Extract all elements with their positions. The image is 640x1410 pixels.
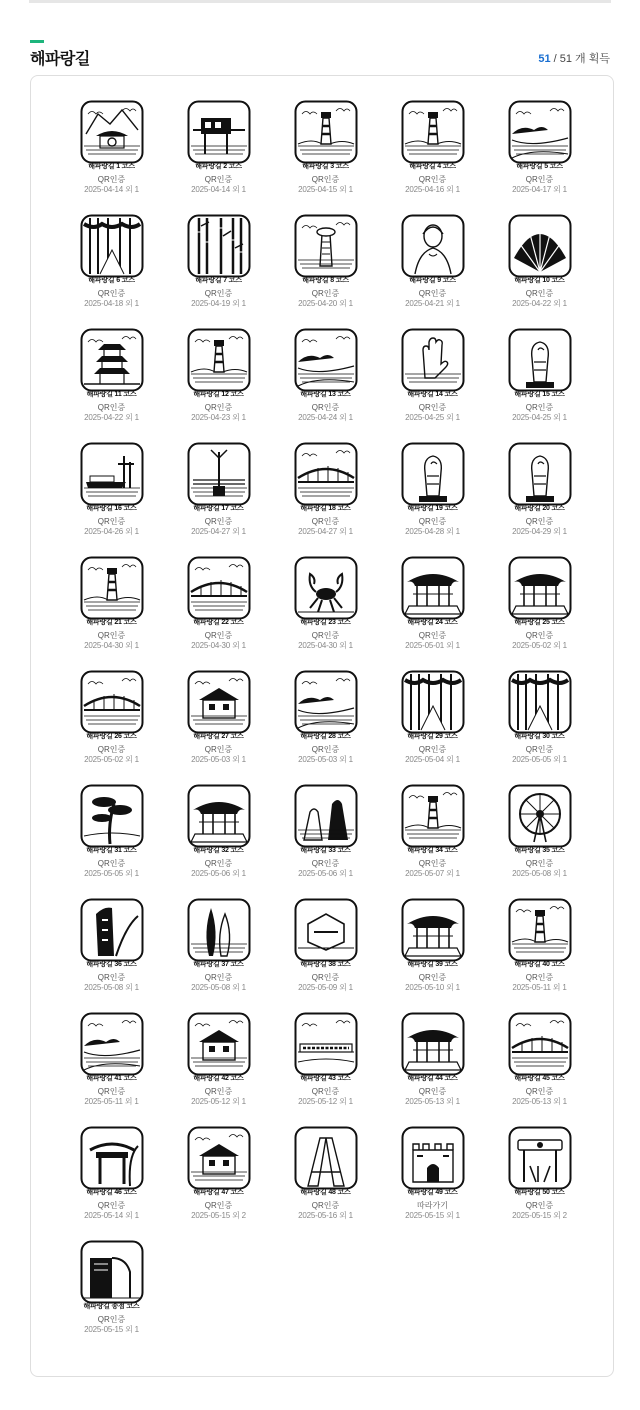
acquired-number: 51 <box>538 53 551 65</box>
stamp-item[interactable] <box>379 328 486 442</box>
stamp-label: 해파랑길 48 코스 <box>300 1189 351 1196</box>
acquired-date: 2025-04-17 외 1 <box>512 185 567 194</box>
auth-method: QR인증 <box>418 973 447 982</box>
auth-method: QR인증 <box>311 517 340 526</box>
acquired-date: 2025-05-14 외 1 <box>84 1211 139 1220</box>
auth-method: QR인증 <box>97 289 126 298</box>
stamp-label: 해파랑길 49 코스 <box>407 1189 458 1196</box>
acquired-date: 2025-05-11 외 1 <box>84 1097 139 1106</box>
auth-method: QR인증 <box>525 631 554 640</box>
stamp-item[interactable] <box>165 1012 272 1126</box>
acquired-date: 2025-05-05 외 1 <box>512 755 567 764</box>
stamp-badge <box>294 898 358 968</box>
acquired-date: 2025-05-15 외 2 <box>512 1211 567 1220</box>
stamp-badge <box>508 670 572 740</box>
stamp-badge <box>187 556 251 626</box>
stamp-item[interactable] <box>58 1240 165 1354</box>
stamp-label: 해파랑길 43 코스 <box>300 1075 351 1082</box>
stamp-item[interactable] <box>272 784 379 898</box>
acquired-date: 2025-04-14 외 1 <box>191 185 246 194</box>
acquired-date: 2025-04-26 외 1 <box>84 527 139 536</box>
stamp-item[interactable] <box>486 442 593 556</box>
stamp-label: 해파랑길 12 코스 <box>193 391 244 398</box>
stamp-label: 해파랑길 17 코스 <box>193 505 244 512</box>
auth-method: QR인증 <box>418 517 447 526</box>
acquired-date: 2025-04-30 외 1 <box>191 641 246 650</box>
stamp-item[interactable] <box>486 100 593 214</box>
acquired-date: 2025-04-30 외 1 <box>84 641 139 650</box>
stamp-label: 해파랑길 34 코스 <box>407 847 458 854</box>
acquired-date: 2025-04-30 외 1 <box>298 641 353 650</box>
stamp-label: 해파랑길 13 코스 <box>300 391 351 398</box>
stamp-item[interactable] <box>272 670 379 784</box>
stamp-item[interactable] <box>379 1126 486 1240</box>
acquired-count <box>538 50 610 66</box>
stamp-item[interactable] <box>272 1012 379 1126</box>
acquired-date: 2025-04-21 외 1 <box>405 299 460 308</box>
total-count-text: / 51 개 획득 <box>550 53 610 65</box>
auth-method: 따라가기 <box>417 1201 448 1210</box>
acquired-date: 2025-05-15 외 1 <box>405 1211 460 1220</box>
stamp-badge <box>508 1012 572 1082</box>
acquired-date: 2025-05-08 외 1 <box>191 983 246 992</box>
auth-method: QR인증 <box>97 973 126 982</box>
auth-method: QR인증 <box>97 859 126 868</box>
stamp-item[interactable] <box>272 556 379 670</box>
acquired-date: 2025-04-23 외 1 <box>191 413 246 422</box>
stamp-label: 해파랑길 26 코스 <box>86 733 137 740</box>
auth-method: QR인증 <box>204 631 233 640</box>
stamp-item[interactable] <box>486 1126 593 1240</box>
stamp-badge <box>294 784 358 854</box>
stamp-label: 해파랑길 18 코스 <box>300 505 351 512</box>
stamp-item[interactable] <box>379 898 486 1012</box>
acquired-date: 2025-04-24 외 1 <box>298 413 353 422</box>
section-header <box>30 40 610 70</box>
stamp-label: 해파랑길 16 코스 <box>86 505 137 512</box>
stamp-item[interactable] <box>165 1126 272 1240</box>
stamp-badge <box>187 442 251 512</box>
stamp-badge <box>508 328 572 398</box>
auth-method: QR인증 <box>525 175 554 184</box>
auth-method: QR인증 <box>418 1087 447 1096</box>
stamp-badge <box>294 100 358 170</box>
stamp-label: 해파랑길 6 코스 <box>88 277 135 284</box>
acquired-date: 2025-04-16 외 1 <box>405 185 460 194</box>
stamp-card <box>30 75 614 1377</box>
stamp-badge <box>508 100 572 170</box>
stamp-label: 해파랑길 46 코스 <box>86 1189 137 1196</box>
stamp-item[interactable] <box>272 1126 379 1240</box>
acquired-date: 2025-05-16 외 1 <box>298 1211 353 1220</box>
stamp-badge <box>80 1126 144 1196</box>
stamp-label: 해파랑길 11 코스 <box>86 391 137 398</box>
stamp-grid <box>58 100 593 1354</box>
stamp-item[interactable] <box>58 328 165 442</box>
stamp-label: 해파랑길 35 코스 <box>514 847 565 854</box>
stamp-label: 해파랑길 33 코스 <box>300 847 351 854</box>
stamp-item[interactable] <box>165 898 272 1012</box>
stamp-item[interactable] <box>272 328 379 442</box>
stamp-item[interactable] <box>379 1012 486 1126</box>
stamp-label: 해파랑길 42 코스 <box>193 1075 244 1082</box>
stamp-item[interactable] <box>165 214 272 328</box>
stamp-badge <box>80 328 144 398</box>
stamp-item[interactable] <box>58 214 165 328</box>
acquired-date: 2025-05-11 외 1 <box>512 983 567 992</box>
acquired-date: 2025-04-20 외 1 <box>298 299 353 308</box>
auth-method: QR인증 <box>418 631 447 640</box>
acquired-date: 2025-04-19 외 1 <box>191 299 246 308</box>
stamp-badge <box>187 1126 251 1196</box>
stamp-label: 해파랑길 44 코스 <box>407 1075 458 1082</box>
stamp-badge <box>401 1126 465 1196</box>
acquired-date: 2025-04-22 외 1 <box>512 299 567 308</box>
stamp-badge <box>508 898 572 968</box>
acquired-date: 2025-04-18 외 1 <box>84 299 139 308</box>
stamp-item[interactable] <box>58 1126 165 1240</box>
stamp-item[interactable] <box>379 442 486 556</box>
stamp-label: 해파랑길 3 코스 <box>302 163 349 170</box>
stamp-label: 해파랑길 1 코스 <box>88 163 135 170</box>
acquired-date: 2025-05-03 외 1 <box>298 755 353 764</box>
stamp-item[interactable] <box>165 670 272 784</box>
stamp-item[interactable] <box>165 328 272 442</box>
stamp-label: 해파랑길 22 코스 <box>193 619 244 626</box>
auth-method: QR인증 <box>311 175 340 184</box>
acquired-date: 2025-05-12 외 1 <box>298 1097 353 1106</box>
auth-method: QR인증 <box>311 973 340 982</box>
auth-method: QR인증 <box>97 1201 126 1210</box>
auth-method: QR인증 <box>418 745 447 754</box>
auth-method: QR인증 <box>204 517 233 526</box>
top-divider <box>29 0 611 3</box>
stamp-item[interactable] <box>58 1012 165 1126</box>
stamp-badge <box>401 1012 465 1082</box>
stamp-label: 해파랑길 5 코스 <box>516 163 563 170</box>
auth-method: QR인증 <box>525 289 554 298</box>
stamp-badge <box>187 898 251 968</box>
stamp-item[interactable] <box>272 442 379 556</box>
auth-method: QR인증 <box>311 859 340 868</box>
stamp-badge <box>401 214 465 284</box>
stamp-item[interactable] <box>58 898 165 1012</box>
stamp-item[interactable] <box>379 784 486 898</box>
stamp-label: 해파랑길 38 코스 <box>300 961 351 968</box>
stamp-badge <box>80 784 144 854</box>
auth-method: QR인증 <box>97 1315 126 1324</box>
auth-method: QR인증 <box>204 175 233 184</box>
stamp-label: 해파랑길 19 코스 <box>407 505 458 512</box>
stamp-badge <box>508 1126 572 1196</box>
stamp-label: 해파랑길 23 코스 <box>300 619 351 626</box>
stamp-badge <box>508 442 572 512</box>
stamp-item[interactable] <box>58 670 165 784</box>
stamp-item[interactable] <box>165 556 272 670</box>
acquired-date: 2025-05-01 외 1 <box>405 641 460 650</box>
stamp-item[interactable] <box>165 784 272 898</box>
auth-method: QR인증 <box>418 175 447 184</box>
stamp-badge <box>187 784 251 854</box>
auth-method: QR인증 <box>204 1201 233 1210</box>
stamp-badge <box>80 670 144 740</box>
auth-method: QR인증 <box>525 859 554 868</box>
auth-method: QR인증 <box>204 289 233 298</box>
stamp-label: 해파랑길 28 코스 <box>300 733 351 740</box>
acquired-date: 2025-05-12 외 1 <box>191 1097 246 1106</box>
stamp-item[interactable] <box>379 214 486 328</box>
stamp-label: 해파랑길 종점 코스 <box>83 1303 140 1310</box>
stamp-label: 해파랑길 8 코스 <box>302 277 349 284</box>
stamp-badge <box>508 214 572 284</box>
auth-method: QR인증 <box>418 289 447 298</box>
auth-method: QR인증 <box>97 403 126 412</box>
auth-method: QR인증 <box>311 745 340 754</box>
stamp-badge <box>401 670 465 740</box>
stamp-badge <box>401 898 465 968</box>
stamp-badge <box>187 214 251 284</box>
acquired-date: 2025-04-28 외 1 <box>405 527 460 536</box>
stamp-item[interactable] <box>58 784 165 898</box>
title-accent-bar <box>30 40 44 43</box>
acquired-date: 2025-04-25 외 1 <box>405 413 460 422</box>
auth-method: QR인증 <box>204 745 233 754</box>
acquired-date: 2025-05-13 외 1 <box>512 1097 567 1106</box>
stamp-badge <box>401 442 465 512</box>
stamp-badge <box>294 442 358 512</box>
auth-method: QR인증 <box>97 631 126 640</box>
stamp-badge <box>80 214 144 284</box>
auth-method: QR인증 <box>97 1087 126 1096</box>
stamp-badge <box>80 1240 144 1310</box>
acquired-date: 2025-05-04 외 1 <box>405 755 460 764</box>
auth-method: QR인증 <box>525 973 554 982</box>
stamp-item[interactable] <box>486 898 593 1012</box>
auth-method: QR인증 <box>311 289 340 298</box>
stamp-badge <box>80 442 144 512</box>
auth-method: QR인증 <box>525 1201 554 1210</box>
stamp-label: 해파랑길 39 코스 <box>407 961 458 968</box>
acquired-date: 2025-05-06 외 1 <box>191 869 246 878</box>
stamp-item[interactable] <box>58 100 165 214</box>
auth-method: QR인증 <box>97 175 126 184</box>
stamp-badge <box>401 100 465 170</box>
acquired-date: 2025-05-15 외 1 <box>84 1325 139 1334</box>
stamp-label: 해파랑길 50 코스 <box>514 1189 565 1196</box>
stamp-label: 해파랑길 25 코스 <box>514 619 565 626</box>
stamp-item[interactable] <box>486 784 593 898</box>
stamp-item[interactable] <box>272 100 379 214</box>
stamp-badge <box>80 100 144 170</box>
stamp-item[interactable] <box>272 214 379 328</box>
auth-method: QR인증 <box>204 859 233 868</box>
auth-method: QR인증 <box>418 859 447 868</box>
acquired-date: 2025-05-07 외 1 <box>405 869 460 878</box>
stamp-item[interactable] <box>486 214 593 328</box>
stamp-label: 해파랑길 27 코스 <box>193 733 244 740</box>
acquired-date: 2025-04-25 외 1 <box>512 413 567 422</box>
stamp-badge <box>508 784 572 854</box>
acquired-date: 2025-05-06 외 1 <box>298 869 353 878</box>
auth-method: QR인증 <box>311 1201 340 1210</box>
stamp-label: 해파랑길 7 코스 <box>195 277 242 284</box>
stamp-label: 해파랑길 37 코스 <box>193 961 244 968</box>
stamp-label: 해파랑길 36 코스 <box>86 961 137 968</box>
stamp-badge <box>294 214 358 284</box>
stamp-label: 해파랑길 29 코스 <box>407 733 458 740</box>
stamp-label: 해파랑길 24 코스 <box>407 619 458 626</box>
stamp-label: 해파랑길 10 코스 <box>514 277 565 284</box>
acquired-date: 2025-05-08 외 1 <box>84 983 139 992</box>
stamp-label: 해파랑길 47 코스 <box>193 1189 244 1196</box>
auth-method: QR인증 <box>97 745 126 754</box>
acquired-date: 2025-05-05 외 1 <box>84 869 139 878</box>
acquired-date: 2025-04-27 외 1 <box>298 527 353 536</box>
stamp-badge <box>294 328 358 398</box>
stamp-badge <box>80 898 144 968</box>
auth-method: QR인증 <box>311 1087 340 1096</box>
stamp-label: 해파랑길 4 코스 <box>409 163 456 170</box>
stamp-label: 해파랑길 21 코스 <box>86 619 137 626</box>
stamp-item[interactable] <box>58 556 165 670</box>
stamp-label: 해파랑길 9 코스 <box>409 277 456 284</box>
stamp-item[interactable] <box>379 100 486 214</box>
stamp-label: 해파랑길 15 코스 <box>514 391 565 398</box>
stamp-label: 해파랑길 32 코스 <box>193 847 244 854</box>
stamp-badge <box>80 556 144 626</box>
stamp-label: 해파랑길 2 코스 <box>195 163 242 170</box>
stamp-label: 해파랑길 30 코스 <box>514 733 565 740</box>
stamp-badge <box>401 556 465 626</box>
acquired-date: 2025-05-02 외 1 <box>512 641 567 650</box>
auth-method: QR인증 <box>311 403 340 412</box>
acquired-date: 2025-05-09 외 1 <box>298 983 353 992</box>
acquired-date: 2025-05-10 외 1 <box>405 983 460 992</box>
stamp-badge <box>401 784 465 854</box>
acquired-date: 2025-05-13 외 1 <box>405 1097 460 1106</box>
auth-method: QR인증 <box>525 1087 554 1096</box>
stamp-badge <box>80 1012 144 1082</box>
stamp-badge <box>294 1126 358 1196</box>
auth-method: QR인증 <box>204 973 233 982</box>
stamp-item[interactable] <box>486 328 593 442</box>
acquired-date: 2025-05-08 외 1 <box>512 869 567 878</box>
auth-method: QR인증 <box>525 517 554 526</box>
stamp-item[interactable] <box>486 670 593 784</box>
acquired-date: 2025-05-15 외 2 <box>191 1211 246 1220</box>
auth-method: QR인증 <box>418 403 447 412</box>
auth-method: QR인증 <box>311 631 340 640</box>
stamp-label: 해파랑길 14 코스 <box>407 391 458 398</box>
acquired-date: 2025-04-15 외 1 <box>298 185 353 194</box>
acquired-date: 2025-05-03 외 1 <box>191 755 246 764</box>
auth-method: QR인증 <box>204 1087 233 1096</box>
stamp-badge <box>187 670 251 740</box>
stamp-badge <box>187 328 251 398</box>
stamp-badge <box>187 100 251 170</box>
stamp-item[interactable] <box>58 442 165 556</box>
stamp-badge <box>294 556 358 626</box>
acquired-date: 2025-04-27 외 1 <box>191 527 246 536</box>
section-title: 해파랑길 <box>30 51 90 68</box>
auth-method: QR인증 <box>525 403 554 412</box>
stamp-label: 해파랑길 31 코스 <box>86 847 137 854</box>
stamp-item[interactable] <box>379 556 486 670</box>
stamp-item[interactable] <box>486 1012 593 1126</box>
stamp-badge <box>401 328 465 398</box>
stamp-item[interactable] <box>379 670 486 784</box>
acquired-date: 2025-04-29 외 1 <box>512 527 567 536</box>
stamp-label: 해파랑길 40 코스 <box>514 961 565 968</box>
stamp-item[interactable] <box>165 100 272 214</box>
stamp-label: 해파랑길 20 코스 <box>514 505 565 512</box>
stamp-badge <box>294 1012 358 1082</box>
stamp-item[interactable] <box>486 556 593 670</box>
auth-method: QR인증 <box>525 745 554 754</box>
acquired-date: 2025-04-22 외 1 <box>84 413 139 422</box>
auth-method: QR인증 <box>97 517 126 526</box>
stamp-badge <box>508 556 572 626</box>
stamp-label: 해파랑길 45 코스 <box>514 1075 565 1082</box>
stamp-item[interactable] <box>165 442 272 556</box>
acquired-date: 2025-04-14 외 1 <box>84 185 139 194</box>
acquired-date: 2025-05-02 외 1 <box>84 755 139 764</box>
auth-method: QR인증 <box>204 403 233 412</box>
stamp-item[interactable] <box>272 898 379 1012</box>
stamp-badge <box>294 670 358 740</box>
stamp-badge <box>187 1012 251 1082</box>
stamp-label: 해파랑길 41 코스 <box>86 1075 137 1082</box>
